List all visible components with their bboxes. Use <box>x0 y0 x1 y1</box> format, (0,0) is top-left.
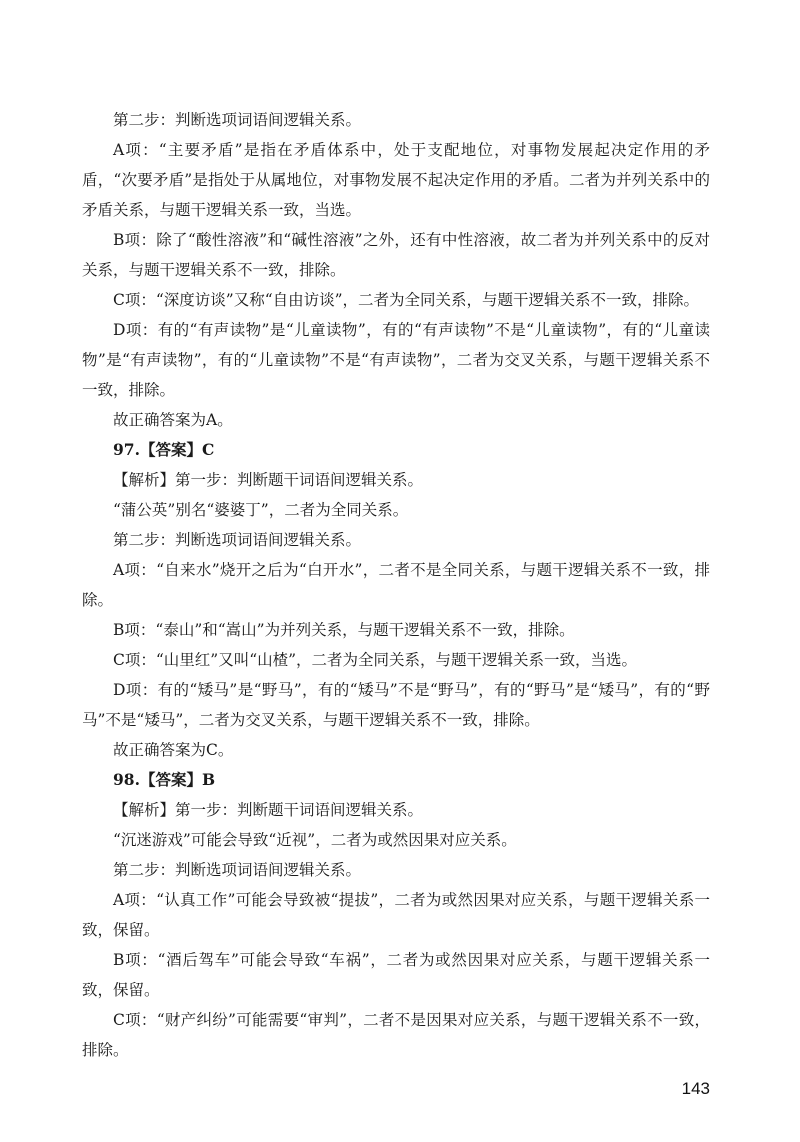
paragraph-98-option-b: B项：“酒后驾车”可能会导致“车祸”，二者为或然因果对应关系，与题干逻辑关系一致，保留。 <box>82 951 710 999</box>
paragraph-option-c: C项：“深度访谈”又称“自由访谈”，二者为全同关系，与题干逻辑关系不一致，排除。 <box>113 291 700 309</box>
paragraph-analysis-97: 【解析】第一步：判断题干词语间逻辑关系。 <box>113 471 424 489</box>
paragraph-step2-98: 第二步：判断选项词语间逻辑关系。 <box>113 861 362 879</box>
paragraph-answer-97-final: 故正确答案为C。 <box>113 741 234 759</box>
paragraph-98-option-c: C项：“财产纠纷”可能需要“审判”，二者不是因果对应关系，与题干逻辑关系不一致，排除。 <box>82 1011 710 1059</box>
paragraph-98-option-a: A项：“认真工作”可能会导致被“提拔”，二者为或然因果对应关系，与题干逻辑关系一致，保留。 <box>82 891 710 939</box>
paragraph-option-a: A项：“主要矛盾”是指在矛盾体系中，处于支配地位，对事物发展起决定作用的矛盾，“次要矛盾”是指处于从属地位，对事物发展不起决定作用的矛盾。二者为并列关系中的矛盾关系，与题干逻辑关系一致，当选。 <box>82 141 710 219</box>
paragraph-answer-96: 故正确答案为A。 <box>113 411 233 429</box>
heading-answer-98: 98.【答案】B <box>113 770 216 789</box>
paragraph-step2-a: 第二步：判断选项词语间逻辑关系。 <box>113 111 362 129</box>
page-number: 143 <box>681 1079 710 1098</box>
paragraph-option-b: B项：除了“酸性溶液”和“碱性溶液”之外，还有中性溶液，故二者为并列关系中的反对关系，与题干逻辑关系不一致，排除。 <box>82 231 710 279</box>
paragraph-97-option-a: A项：“自来水”烧开之后为“白开水”，二者不是全同关系，与题干逻辑关系不一致，排除。 <box>82 561 710 609</box>
paragraph-stem-98: “沉迷游戏”可能会导致“近视”，二者为或然因果对应关系。 <box>113 831 517 849</box>
paragraph-stem-97: “蒲公英”别名“婆婆丁”，二者为全同关系。 <box>113 501 409 519</box>
paragraph-step2-97: 第二步：判断选项词语间逻辑关系。 <box>113 531 362 549</box>
paragraph-option-d: D项：有的“有声读物”是“儿童读物”，有的“有声读物”不是“儿童读物”，有的“儿童读物”是“有声读物”，有的“儿童读物”不是“有声读物”，二者为交叉关系，与题干逻辑关系不一致，排除。 <box>82 321 710 399</box>
paragraph-97-option-b: B项：“泰山”和“嵩山”为并列关系，与题干逻辑关系不一致，排除。 <box>113 621 575 639</box>
heading-answer-97: 97.【答案】C <box>113 440 215 459</box>
paragraph-97-option-d: D项：有的“矮马”是“野马”，有的“矮马”不是“野马”，有的“野马”是“矮马”，有的“野马”不是“矮马”，二者为交叉关系，与题干逻辑关系不一致，排除。 <box>82 681 710 729</box>
paragraph-97-option-c: C项：“山里红”又叫“山楂”，二者为全同关系，与题干逻辑关系一致，当选。 <box>113 651 638 669</box>
paragraph-analysis-98: 【解析】第一步：判断题干词语间逻辑关系。 <box>113 801 424 819</box>
document-body <box>82 105 710 1065</box>
